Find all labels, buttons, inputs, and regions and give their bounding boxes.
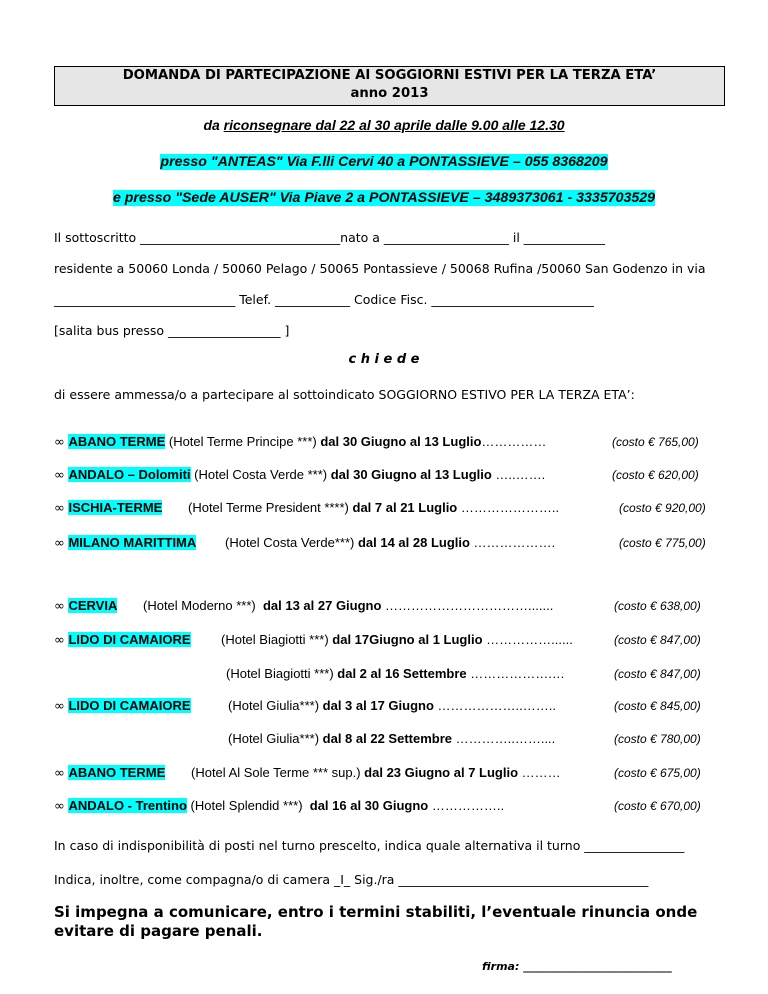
hotel-name: (Hotel Giulia***) — [228, 698, 323, 713]
destination-name: CERVIA — [68, 598, 118, 613]
dot-leader: ………………..…….. — [433, 698, 556, 713]
trip-dates: dal 13 al 27 Giugno — [262, 598, 382, 613]
address-phone-line: _____________________________ Telef. ____________ Codice Fisc. __________________________ — [54, 292, 594, 307]
hotel-name: (Hotel Giulia***) — [228, 731, 323, 746]
dot-leader: …………….. — [428, 798, 505, 813]
signature-label: firma: — [482, 960, 520, 973]
destination-name: LIDO DI CAMAIORE — [68, 632, 191, 647]
hotel-name: (Hotel Costa Verde ***) — [190, 467, 331, 482]
trip-cost: (costo € 780,00) — [614, 732, 701, 746]
trip-cost: (costo € 638,00) — [614, 599, 701, 613]
hotel-name: (Hotel Moderno ***) — [143, 598, 263, 613]
hotel-name: (Hotel Splendid ***) — [186, 798, 310, 813]
trip-dates: dal 8 al 22 Settembre — [322, 731, 452, 746]
trip-cost: (costo € 775,00) — [619, 536, 706, 550]
intro-text: di essere ammessa/o a partecipare al sottoindicato SOGGIORNO ESTIVO PER LA TERZA ETA’: — [54, 387, 635, 402]
residence-line: residente a 50060 Londa / 50060 Pelago / 50065 Pontassieve / 50068 Rufina /50060 San Godenzo in via — [54, 261, 706, 276]
destination-name: ISCHIA-TERME — [68, 500, 163, 515]
dot-leader: ………………….. — [457, 500, 560, 515]
return-period: da riconsegnare dal 22 al 30 aprile dalle 9.00 alle 12.30 — [203, 117, 565, 133]
option-bullet-icon[interactable]: ∞ — [54, 699, 65, 714]
trip-cost: (costo € 920,00) — [619, 501, 706, 515]
signature-field — [482, 960, 672, 973]
commitment-text: Si impegna a comunicare, entro i termini stabiliti, l’eventuale rinuncia onde evitare di pagare penali. — [54, 903, 698, 940]
hotel-name: (Hotel Terme Principe ***) — [165, 434, 321, 449]
trip-dates: dal 17Giugno al 1 Luglio — [332, 632, 483, 647]
trip-dates: dal 16 al 30 Giugno — [309, 798, 429, 813]
trip-cost: (costo € 845,00) — [614, 699, 701, 713]
trip-dates: dal 2 al 16 Settembre — [337, 666, 467, 681]
hotel-name: (Hotel Biagiotti ***) — [221, 632, 333, 647]
hotel-name: (Hotel Biagiotti ***) — [226, 666, 338, 681]
location-auser: e presso "Sede AUSER" Via Piave 2 a PONTASSIEVE – 3489373061 - 3335703529 — [112, 190, 656, 206]
destination-name: ANDALO - Trentino — [68, 798, 187, 813]
option-bullet-icon[interactable]: ∞ — [54, 766, 65, 781]
dot-leader: ……………………………....... — [381, 598, 554, 613]
trip-dates: dal 30 Giugno al 13 Luglio — [320, 434, 482, 449]
signature-line: ___________________________ — [519, 960, 672, 973]
form-title: DOMANDA DI PARTECIPAZIONE AI SOGGIORNI ESTIVI PER LA TERZA ETA’ — [122, 68, 657, 83]
dot-leader: …………..…….... — [452, 731, 556, 746]
form-title-box — [54, 66, 725, 106]
option-bullet-icon[interactable]: ∞ — [54, 633, 65, 648]
destination-name: LIDO DI CAMAIORE — [68, 698, 191, 713]
trip-cost: (costo € 670,00) — [614, 799, 701, 813]
option-bullet-icon[interactable]: ∞ — [54, 501, 65, 516]
hotel-name: (Hotel Al Sole Terme *** sup.) — [191, 765, 365, 780]
alternative-line: In caso di indisponibilità di posti nel turno prescelto, indica quale alternativa il turno ________________ — [54, 838, 685, 853]
trip-cost: (costo € 675,00) — [614, 766, 701, 780]
option-bullet-icon[interactable]: ∞ — [54, 468, 65, 483]
hotel-name: (Hotel Terme President ****) — [188, 500, 353, 515]
option-bullet-icon[interactable]: ∞ — [54, 599, 65, 614]
dot-leader: ……… — [518, 765, 561, 780]
dot-leader: …..……. — [491, 467, 546, 482]
trip-dates: dal 30 Giugno al 13 Luglio — [330, 467, 492, 482]
dot-leader: …………… — [481, 434, 547, 449]
trip-dates: dal 23 Giugno al 7 Luglio — [364, 765, 519, 780]
location-anteas: presso "ANTEAS" Via F.lli Cervi 40 a PONTASSIEVE – 055 8368209 — [160, 154, 608, 170]
dot-leader: ………………. — [469, 535, 556, 550]
hotel-name: (Hotel Costa Verde***) — [225, 535, 358, 550]
trip-dates: dal 14 al 28 Luglio — [357, 535, 470, 550]
chiede-heading: c h i e d e — [348, 352, 420, 367]
option-bullet-icon[interactable]: ∞ — [54, 799, 65, 814]
trip-dates: dal 3 al 17 Giugno — [322, 698, 434, 713]
option-bullet-icon[interactable]: ∞ — [54, 435, 65, 450]
trip-cost: (costo € 847,00) — [614, 633, 701, 647]
dot-leader: ……………...... — [482, 632, 573, 647]
companion-line: Indica, inoltre, come compagna/o di camera _I_ Sig./ra ________________________________________ — [54, 872, 649, 887]
trip-cost: (costo € 765,00) — [612, 435, 699, 449]
form-year: anno 2013 — [350, 86, 429, 101]
trip-cost: (costo € 847,00) — [614, 667, 701, 681]
trip-dates: dal 7 al 21 Luglio — [352, 500, 458, 515]
destination-name: ANDALO – Dolomiti — [68, 467, 191, 482]
destination-name: ABANO TERME — [68, 765, 166, 780]
destination-name: ABANO TERME — [68, 434, 166, 449]
trip-cost: (costo € 620,00) — [612, 468, 699, 482]
option-bullet-icon[interactable]: ∞ — [54, 536, 65, 551]
applicant-line: Il sottoscritto ________________________________nato a ____________________ il _____________ — [54, 230, 606, 245]
destination-name: MILANO MARITTIMA — [68, 535, 197, 550]
bus-stop-line: [salita bus presso __________________ ] — [54, 323, 290, 338]
dot-leader: ……………….… — [466, 666, 565, 681]
